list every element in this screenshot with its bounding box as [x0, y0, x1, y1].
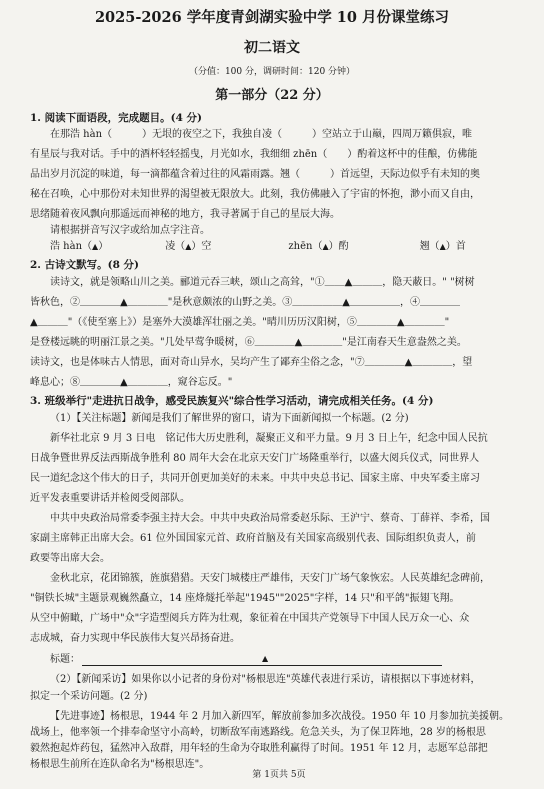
news-line: "铜铁长城"主题景观巍然矗立，14 座烽燧托举起"1945""2025"字样，14 只"和平鸽"振翅飞翔。 [30, 593, 460, 604]
answer-slot: 浩 hàn（▲） [50, 241, 109, 252]
news-line: 金秋北京，花团锦簇，旌旗猎猎。天安门城楼庄严雄伟，天安门广场气象恢宏。人民英雄纪念碑前， [50, 573, 490, 584]
q1-answer-line [50, 240, 530, 253]
news-line: 中共中央政治局常委李强主持大会。中共中央政治局常委赵乐际、王沪宁、蔡奇、丁薛祥、李希，国 [50, 513, 490, 524]
title-label: 标题： [50, 654, 80, 665]
exam-title: 2025-2026 学年度青剑湖实验中学 10 月份课堂练习 [94, 9, 450, 26]
answer-slot: 凌（▲）空 [165, 241, 212, 252]
q3-sub2: （2）【新闻采访】如果你以小记者的身份对"杨根思连"英雄代表进行采访，请根据以下事迹材料， [50, 674, 481, 685]
q3-heading: 3. 班级举行"走进抗日战争，感受民族复兴"综合性学习活动，请完成相关任务。(4 分) [30, 395, 434, 407]
q2-line: 皆秋色，②＿＿＿＿▲＿＿＿＿"是秋意颇浓的山野之美。③＿＿＿＿＿▲＿＿＿＿＿，④＿＿＿＿ [30, 297, 460, 308]
news-line: 民一道纪念这个伟大的日子，共同开创更加美好的未来。中共中央总书记、国家主席、中央军委主席习 [30, 473, 480, 484]
q1-line: 品出岁月沉淀的味道，每一滴都蕴含着过往的风霜雨露。翘（ ）首远望，天际边似乎有未知的奥 [30, 169, 480, 180]
news-line: 政要等出席大会。 [30, 553, 110, 564]
news-line: 近平发表重要讲话并检阅受阅部队。 [30, 493, 190, 504]
answer-blank-marker[interactable]: ▲ [185, 242, 192, 251]
bio-line: 毅然抱起炸药包，猛然冲入敌群，用年轻的生命为夺取胜利赢得了时间。1951 年 12 月，志愿军总部把 [30, 743, 488, 754]
q1-heading: 1. 阅读下面语段，完成题目。(4 分) [30, 112, 203, 124]
q3-sub2: 拟定一个采访问题。(2 分) [30, 691, 148, 702]
answer-blank-marker[interactable]: ▲ [439, 242, 446, 251]
exam-meta: （分值：100 分，调研时间：120 分钟） [188, 67, 356, 77]
q1-instruction: 请根据拼音写汉字或给加点字注音。 [50, 225, 210, 236]
bio-line: 杨根思生前所在连队命名为"杨根思连"。 [30, 759, 210, 770]
bio-line: 【先进事迹】杨根思，1944 年 2 月加入新四军，解放前参加多次战役。1950 年 10 月参加抗美援朝。 [50, 711, 510, 722]
q2-line: ▲＿＿＿"（《使至塞上》）是塞外大漠雄浑壮丽之美。"晴川历历汉阳树，⑤＿＿＿＿▲＿＿＿＿" [30, 317, 450, 328]
title-answer-blank[interactable] [82, 665, 442, 666]
answer-slot: zhēn（▲）酌 [288, 241, 349, 252]
news-line: 家副主席韩正出席大会。61 位外国国家元首、政府首脑及有关国家高级别代表、国际组织负责人，前 [30, 533, 476, 544]
answer-blank-marker: ▲ [262, 654, 269, 663]
q3-sub1: （1）【关注标题】新闻是我们了解世界的窗口，请为下面新闻拟一个标题。(2 分) [50, 413, 409, 424]
q2-heading: 2. 古诗文默写。(8 分) [30, 259, 140, 271]
exam-subtitle: 初二语文 [244, 40, 300, 56]
q2-line: 读诗文，就是领略山川之美。郦道元吞三峡，颂山之高耸，"①＿＿▲＿＿＿，隐天蔽日。" "树树 [50, 277, 475, 288]
q1-line: 在那浩 hàn（ ）无垠的夜空之下，我独自凌（ ）空站立于山巅，四周万籁俱寂，唯 [50, 129, 473, 140]
q2-line: 是登楼远眺的明丽江景之美。"几处早莺争暖树，⑥＿＿＿＿▲＿＿＿＿"是江南春天生意盎然之美。 [30, 337, 467, 348]
news-line: 日战争暨世界反法西斯战争胜利 80 周年大会在北京天安门广场隆重举行，以盛大阅兵仪式，同世界人 [30, 453, 480, 464]
q1-line: 思绪随着夜风飘向那遥远而神秘的地方，我寻著属于自己的星辰大海。 [30, 209, 340, 220]
q2-line: 读诗文，也是体味古人情思，面对奇山异水，吴均产生了鄙弃尘俗之念，"⑦＿＿＿＿▲＿＿＿＿，望 [30, 357, 473, 368]
answer-blank-marker[interactable]: ▲ [322, 242, 329, 251]
news-line: 志成城，奋力实现中华民族伟大复兴昂扬奋进。 [30, 633, 240, 644]
news-line: 新华社北京 9 月 3 日电 铭记伟大历史胜利，凝聚正义和平力量。9 月 3 日上午，纪念中国人民抗 [50, 433, 488, 444]
q1-line: 有星辰与我对话。手中的酒杯轻轻摇曳，月光如水，我细细 zhēn（ ）酌着这杯中的佳酿，仿佛能 [30, 149, 478, 160]
answer-slot: 翘（▲）首 [419, 241, 466, 252]
q1-line: 秘在召唤，心中那份对未知世界的渴望被无限放大。此刻，我仿佛融入了宇宙的怀抱，渺小而又自由， [30, 189, 480, 200]
bio-line: 战场上，他率领一个排奉命坚守小高岭，切断敌军南逃路线。危急关头，为了保卫阵地，28 岁的杨根思 [30, 727, 486, 738]
page-footer: 第 1页共 5页 [252, 770, 306, 780]
news-line: 从空中俯瞰，广场中"众"字造型阅兵方阵为壮观，象征着在中国共产党领导下中国人民万众一心、众 [30, 613, 470, 624]
part-heading: 第一部分（22 分） [215, 88, 329, 103]
q2-line: 峰息心；⑧＿＿＿＿▲＿＿＿＿，窥谷忘反。" [30, 377, 233, 388]
answer-blank-marker[interactable]: ▲ [92, 242, 99, 251]
